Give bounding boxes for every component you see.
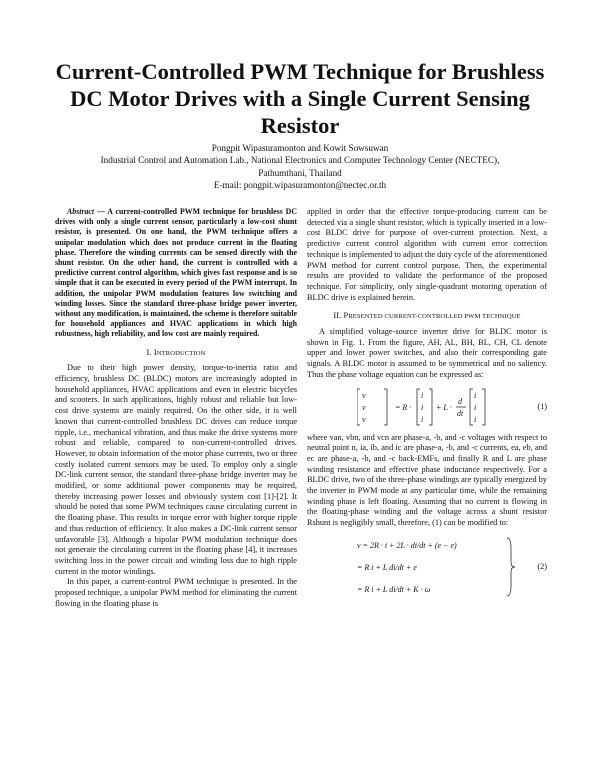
left-column bbox=[55, 207, 297, 610]
svg-text:d: d bbox=[458, 396, 462, 406]
svg-text:= R i + L di/dt + e: = R i + L di/dt + e bbox=[357, 562, 417, 572]
svg-text:i: i bbox=[421, 414, 424, 424]
svg-text:i: i bbox=[421, 402, 424, 412]
affiliation: Industrial Control and Automation Lab., National Electronics and Computer Technology Center (NECTEC), bbox=[100, 155, 500, 166]
continued-paragraph: applied in order that the effective torque-producing current can be detected via a single shunt resistor, which is typically inserted in a low-cost BLDC drive for purpose of over-current protection. Next, a predictive current control algorithm with current error correction technique is implemented to adjust the duty cycle of the aforementioned PWM method for current control purpose. Then, the experimental results are provided to validate the performance of the proposed technique. For simplicity, only single-quadrant motoring operation of BLDC drive is explained herein. bbox=[307, 207, 547, 302]
svg-text:v: v bbox=[362, 402, 366, 412]
svg-text:v: v bbox=[362, 390, 366, 400]
section-heading-technique bbox=[307, 311, 547, 323]
section-numeral: I. bbox=[146, 347, 152, 357]
svg-text:i: i bbox=[474, 402, 477, 412]
equation-1-number: (1) bbox=[537, 401, 547, 411]
equation-2-graphic bbox=[357, 534, 527, 600]
section-cap: P bbox=[343, 311, 349, 321]
svg-text:dt: dt bbox=[457, 408, 464, 418]
section-heading-introduction bbox=[55, 348, 297, 360]
paper-title: Current-Controlled PWM Technique for Brushless DC Motor Drives with a Single Current Sensing Resistor bbox=[55, 59, 545, 138]
svg-text:v: v bbox=[362, 414, 366, 424]
abstract-lead: Abstract bbox=[67, 207, 95, 216]
section-numeral: II. bbox=[333, 311, 342, 321]
author-block bbox=[40, 142, 560, 192]
technique-paragraph-1: A simplified voltage-source inverter drive for BLDC motor is shown in Fig. 1. From the figure, AH, AL, BH, BL, CH, CL denote upper and lower power switches, and also their corresponding gate signals. A BLDC motor is assumed to be symmetrical and no saliency. Thus the phase voltage equation can be expressed as: bbox=[307, 327, 547, 379]
email: E-mail: pongpit.wipasuramonton@nectec.or.th bbox=[213, 180, 387, 191]
section-rest: NTRODUCTION bbox=[156, 349, 206, 357]
svg-text:i: i bbox=[474, 390, 477, 400]
section-rest: RESENTED CURRENT-CONTROLLED PWM TECHNIQUE bbox=[348, 313, 521, 321]
location: Pathumthani, Thailand bbox=[258, 167, 342, 178]
technique-paragraph-2: where van, vbn, and vcn are phase-a, -b, and -c voltages with respect to neutral point n, ia, ib, and ic are phase-a, -b, and -c currents, ea, eb, and ec are phase-a, -b, and -c back-EMFs, and finally R and L are phase winding resistance and effective phase inductance respectively. For a BLDC drive, two of the three-phase windings are typically energized by the inverter in PWM mode at any particular time, while the remaining winding phase is left floating. Assuming that no current is flowing in the floating-phase winding and the voltage across a shunt resistor Rshunt is negligibly small, therefore, (1) can be modified to: bbox=[307, 432, 547, 528]
svg-text:i: i bbox=[421, 390, 424, 400]
svg-text:= R i + L di/dt + K · ω: = R i + L di/dt + K · ω bbox=[357, 584, 431, 594]
svg-text:v = 2R · i + 2L · di/dt + (e −: v = 2R · i + 2L · di/dt + (e − e) bbox=[357, 540, 457, 550]
abstract bbox=[55, 207, 297, 340]
svg-text:+ L ·: + L · bbox=[436, 402, 452, 412]
equation-2 bbox=[307, 534, 547, 600]
intro-paragraph-2: In this paper, a current-control PWM technique is presented. In the proposed technique, a unipolar PWM method for eliminating the current flowing in the floating phase is bbox=[55, 577, 297, 608]
author-names: Pongpit Wipasuramonton and Kowit Sowsuwan bbox=[211, 143, 389, 153]
section-cap: I bbox=[153, 347, 157, 357]
equation-1-graphic bbox=[357, 386, 507, 428]
equation-2-number: (2) bbox=[537, 561, 547, 571]
svg-text:i: i bbox=[474, 414, 477, 424]
intro-paragraph-1: Due to their high power density, torque-to-inertia ratio and efficiency, brushless DC (BLDC) motors are increasingly adopted in household appliances, HVAC applications and even in electric bicycles and scooters. In such applications, highly robust and reliable but low-cost drive systems are mainly required. On the other side, it is well known that current-controlled brushless DC drives can reduce torque ripple, i.e., mechanical vibration, and thus make the drive systems more robust and reliable, compared to non-current-controlled drives. However, to obtain information of the motor phase currents, two or three costly isolated current sensors may be used. To employ only a single DC-link current sensor, the standard three-phase bridge inverter may be modified, or some additional power components may be required, thereby increasing power losses and obviously system cost [1]-[2]. It should be noted that some PWM techniques cause circulating current in the floating phase. This results in torque error with higher torque ripple and thus reduction of efficiency. It also makes a DC-link current sensor unfavorable [3]. Although a bipolar PWM modulation technique does not generate the circulating current in the floating phase [4], it increases switching loss in the power circuit and winding loss due to high ripple current in the motor windings. bbox=[55, 363, 297, 576]
svg-text:= R ·: = R · bbox=[395, 402, 412, 412]
right-column bbox=[307, 207, 547, 605]
equation-1 bbox=[307, 386, 547, 428]
abstract-text: — A current-controlled PWM technique for brushless DC drives with only a single current sensor, particularly a low-cost shunt resistor, is presented. On one hand, the PWM technique offers a unipolar modulation which does not produce current in the floating phase. Therefore the winding currents can be sensed directly with the shunt resistor. On the other hand, the current is controlled with a predictive current control algorithm, which gives fast response and is so simple that it can be executed in every period of the PWM interrupt. In addition, the unipolar PWM modulation features low switching and winding losses. Since the standard three-phase bridge power inverter, without any modification, is maintained, the scheme is therefore suitable for household appliances and HVAC applications in which high robustness, high reliability, and low cost are mainly required. bbox=[55, 207, 297, 339]
